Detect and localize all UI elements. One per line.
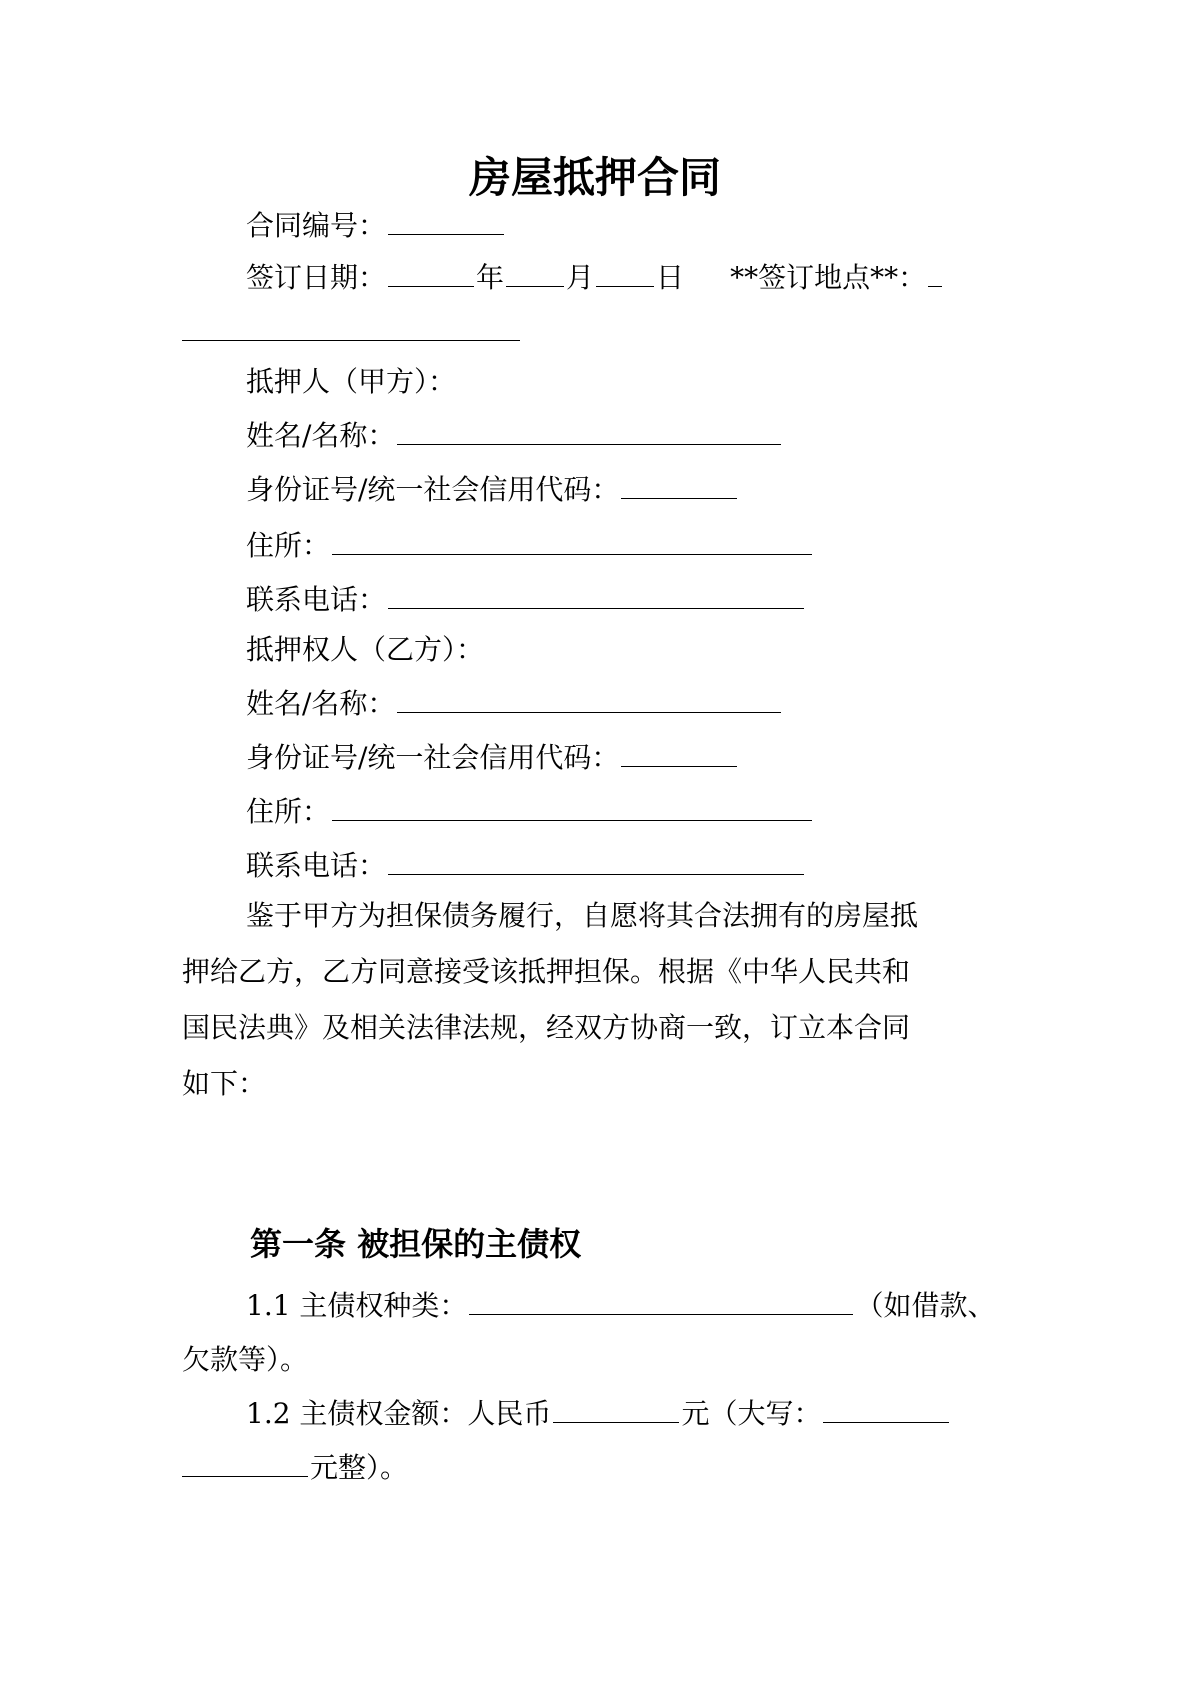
preamble-line-4: 如下： <box>182 1067 267 1100</box>
year-blank[interactable] <box>388 258 474 287</box>
year-label: 年 <box>476 261 505 294</box>
item-1-1-label: 1.1 主债权种类： <box>246 1289 468 1322</box>
party-b-id-blank[interactable] <box>621 738 737 767</box>
party-a-phone-blank[interactable] <box>388 580 804 609</box>
party-b-address-blank[interactable] <box>332 792 812 821</box>
party-b-heading: 抵押权人（乙方）： <box>246 633 485 666</box>
preamble-line-2: 押给乙方，乙方同意接受该抵押担保。根据《中华人民共和 <box>182 955 911 988</box>
debt-amount-words-blank-start[interactable] <box>823 1394 949 1423</box>
party-b-address-line <box>246 792 814 832</box>
debt-amount-words-blank[interactable] <box>182 1448 308 1477</box>
party-a-address-label: 住所： <box>246 529 331 562</box>
contract-number-blank[interactable] <box>388 206 504 235</box>
party-a-address-line <box>246 526 814 566</box>
party-b-address-label: 住所： <box>246 795 331 828</box>
article-1-heading: 第一条 被担保的主债权 <box>250 1225 582 1263</box>
sign-date-label: 签订日期： <box>246 261 387 294</box>
day-label: 日 <box>656 261 685 294</box>
party-b-id-line <box>246 738 739 778</box>
item-1-2-suffix: 元整）。 <box>310 1451 409 1484</box>
preamble-paragraph <box>182 888 1022 1112</box>
item-1-1-suffix: （如借款、 <box>855 1289 996 1322</box>
party-a-id-line <box>246 470 739 510</box>
party-a-heading: 抵押人（甲方）： <box>246 365 457 398</box>
contract-number-label: 合同编号： <box>246 209 387 242</box>
sign-place-blank-start[interactable] <box>928 258 942 287</box>
article-1-item-1-continuation: 欠款等）。 <box>182 1343 309 1376</box>
debt-type-blank[interactable] <box>469 1286 853 1315</box>
party-a-name-blank[interactable] <box>397 416 781 445</box>
sign-place-label: **签订地点**： <box>730 261 927 294</box>
article-1-item-2-continuation <box>182 1448 408 1488</box>
sign-place-blank[interactable] <box>182 312 520 341</box>
party-a-phone-label: 联系电话： <box>246 583 387 616</box>
party-b-id-label: 身份证号/统一社会信用代码： <box>246 741 620 774</box>
party-a-name-line <box>246 416 783 456</box>
sign-date-line <box>246 258 944 298</box>
document-title: 房屋抵押合同 <box>468 153 721 202</box>
party-a-name-label: 姓名/名称： <box>246 419 396 452</box>
party-b-phone-line <box>246 846 806 886</box>
party-b-phone-label: 联系电话： <box>246 849 387 882</box>
month-blank[interactable] <box>506 258 564 287</box>
party-a-id-label: 身份证号/统一社会信用代码： <box>246 473 620 506</box>
preamble-line-3: 国民法典》及相关法律法规，经双方协商一致，订立本合同 <box>182 1011 911 1044</box>
sign-place-continuation <box>182 312 522 352</box>
party-a-address-blank[interactable] <box>332 526 812 555</box>
party-b-phone-blank[interactable] <box>388 846 804 875</box>
party-b-name-line <box>246 684 783 724</box>
party-b-name-label: 姓名/名称： <box>246 687 396 720</box>
contract-number-line <box>246 206 506 246</box>
month-label: 月 <box>566 261 595 294</box>
article-1-item-1 <box>246 1286 995 1326</box>
day-blank[interactable] <box>596 258 654 287</box>
preamble-line-1: 鉴于甲方为担保债务履行，自愿将其合法拥有的房屋抵 <box>246 899 919 932</box>
party-b-name-blank[interactable] <box>397 684 781 713</box>
debt-amount-blank[interactable] <box>553 1394 679 1423</box>
item-1-2-label: 1.2 主债权金额：人民币 <box>246 1397 552 1430</box>
item-1-2-mid: 元（大写： <box>681 1397 822 1430</box>
party-a-phone-line <box>246 580 806 620</box>
article-1-item-2 <box>246 1394 951 1434</box>
party-a-id-blank[interactable] <box>621 470 737 499</box>
